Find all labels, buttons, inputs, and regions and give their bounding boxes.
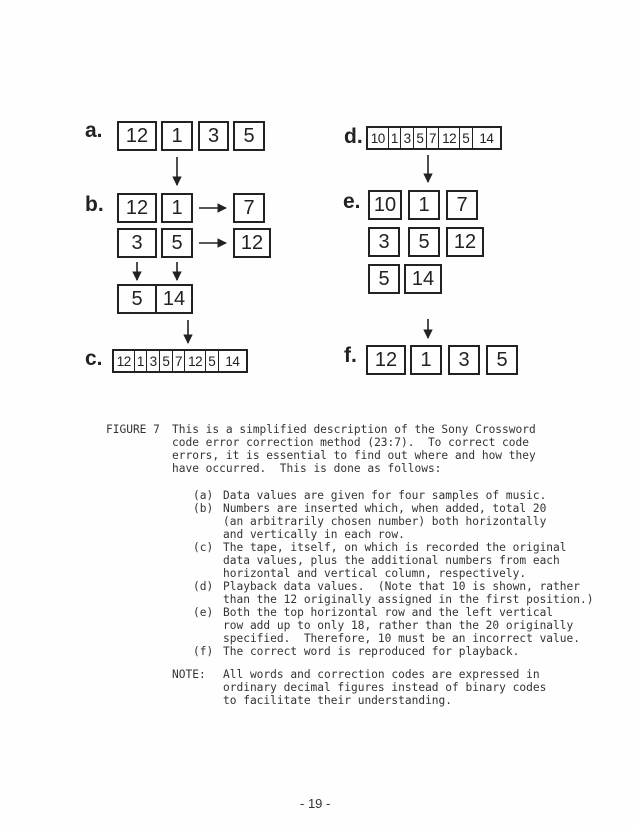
- d-cell-2: 1: [389, 128, 402, 148]
- d-cell-4: 5: [414, 128, 427, 148]
- e-box-r1-3: 7: [446, 190, 478, 220]
- a-box-4: 5: [233, 121, 265, 151]
- step-line: and vertically in each row.: [223, 528, 405, 541]
- c-cell-6: 12: [185, 351, 206, 371]
- step-line: (an arbitrarily chosen number) both horizontally: [223, 515, 547, 528]
- step-e: [193, 606, 613, 645]
- note-line: All words and correction codes are expressed in: [223, 668, 540, 681]
- step-line: The correct word is reproduced for playback.: [223, 645, 520, 658]
- e-box-r2-3: 12: [446, 227, 484, 257]
- c-cell-2: 1: [135, 351, 148, 371]
- step-line: row add up to only 18, rather than the 20 originally: [223, 619, 574, 632]
- step-c: [193, 541, 613, 580]
- d-cell-1: 10: [368, 128, 389, 148]
- d-cell-8: 14: [479, 130, 494, 146]
- label-b: b.: [85, 193, 104, 216]
- d-cell-6: 12: [439, 128, 460, 148]
- c-cell-3: 3: [147, 351, 160, 371]
- f-box-1: 12: [366, 345, 406, 375]
- step-line: data values, plus the additional numbers from each: [223, 554, 560, 567]
- b-box-r3-2: 14: [155, 284, 193, 314]
- f-box-4: 5: [486, 345, 518, 375]
- steps-list: [193, 489, 613, 658]
- d-cell-5: 7: [427, 128, 440, 148]
- step-d: [193, 580, 613, 606]
- label-f: f.: [344, 344, 357, 367]
- caption-intro: [172, 423, 536, 475]
- label-c: c.: [85, 347, 103, 370]
- step-b: [193, 502, 613, 541]
- step-marker: (f): [193, 645, 214, 658]
- e-box-r1-1: 10: [368, 190, 402, 220]
- d-cell-7: 5: [460, 128, 473, 148]
- note-line: to facilitate their understanding.: [223, 694, 453, 707]
- b-box-r1-2: 1: [161, 193, 193, 223]
- a-box-1: 12: [117, 121, 157, 151]
- e-box-r3-2: 14: [404, 264, 442, 294]
- note-line: ordinary decimal figures instead of binary codes: [223, 681, 547, 694]
- b-box-r2-1: 3: [117, 228, 157, 258]
- f-box-3: 3: [448, 345, 480, 375]
- step-line: Numbers are inserted which, when added, total 20: [223, 502, 547, 515]
- caption-intro-line: This is a simplified description of the Sony Crossword: [172, 423, 536, 436]
- caption-intro-line: code error correction method (23:7). To correct code: [172, 436, 529, 449]
- step-marker: (d): [193, 580, 214, 593]
- c-cell-5: 7: [173, 351, 186, 371]
- c-cell-8: 14: [225, 353, 240, 369]
- step-marker: (e): [193, 606, 214, 619]
- step-line: horizontal and vertical column, respectively.: [223, 567, 527, 580]
- c-cell-7: 5: [206, 351, 219, 371]
- c-cell-4: 5: [160, 351, 173, 371]
- step-line: Both the top horizontal row and the left vertical: [223, 606, 554, 619]
- f-box-2: 1: [410, 345, 442, 375]
- step-line: than the 12 originally assigned in the first position.): [223, 593, 594, 606]
- note-text: [223, 668, 546, 707]
- b-box-r3-1: 5: [117, 284, 157, 314]
- step-line: specified. Therefore, 10 must be an incorrect value.: [223, 632, 580, 645]
- step-marker: (a): [193, 489, 214, 502]
- step-line: Data values are given for four samples of music.: [223, 489, 547, 502]
- note-label: NOTE:: [172, 668, 206, 681]
- page-number: - 19 -: [300, 796, 331, 811]
- e-box-r3-1: 5: [368, 264, 400, 294]
- step-line: The tape, itself, on which is recorded the original: [223, 541, 567, 554]
- label-e: e.: [343, 190, 361, 213]
- b-box-r1-3: 7: [233, 193, 265, 223]
- d-cell-3: 3: [401, 128, 414, 148]
- step-line: Playback data values. (Note that 10 is shown, rather: [223, 580, 580, 593]
- b-box-r2-3: 12: [233, 228, 271, 258]
- caption-intro-line: have occurred. This is done as follows:: [172, 462, 442, 475]
- label-d: d.: [344, 125, 363, 148]
- c-cell-1: 12: [114, 351, 135, 371]
- e-box-r1-2: 1: [408, 190, 440, 220]
- step-marker: (b): [193, 502, 214, 515]
- a-box-3: 3: [198, 121, 229, 151]
- label-a: a.: [85, 119, 103, 142]
- step-f: [193, 645, 613, 658]
- figure-label: FIGURE 7: [106, 423, 160, 436]
- b-box-r2-2: 5: [161, 228, 193, 258]
- step-marker: (c): [193, 541, 214, 554]
- a-box-2: 1: [161, 121, 193, 151]
- e-box-r2-2: 5: [408, 227, 440, 257]
- b-box-r1-1: 12: [117, 193, 157, 223]
- e-box-r2-1: 3: [368, 227, 400, 257]
- caption-intro-line: errors, it is essential to find out where and how they: [172, 449, 536, 462]
- step-a: [193, 489, 613, 502]
